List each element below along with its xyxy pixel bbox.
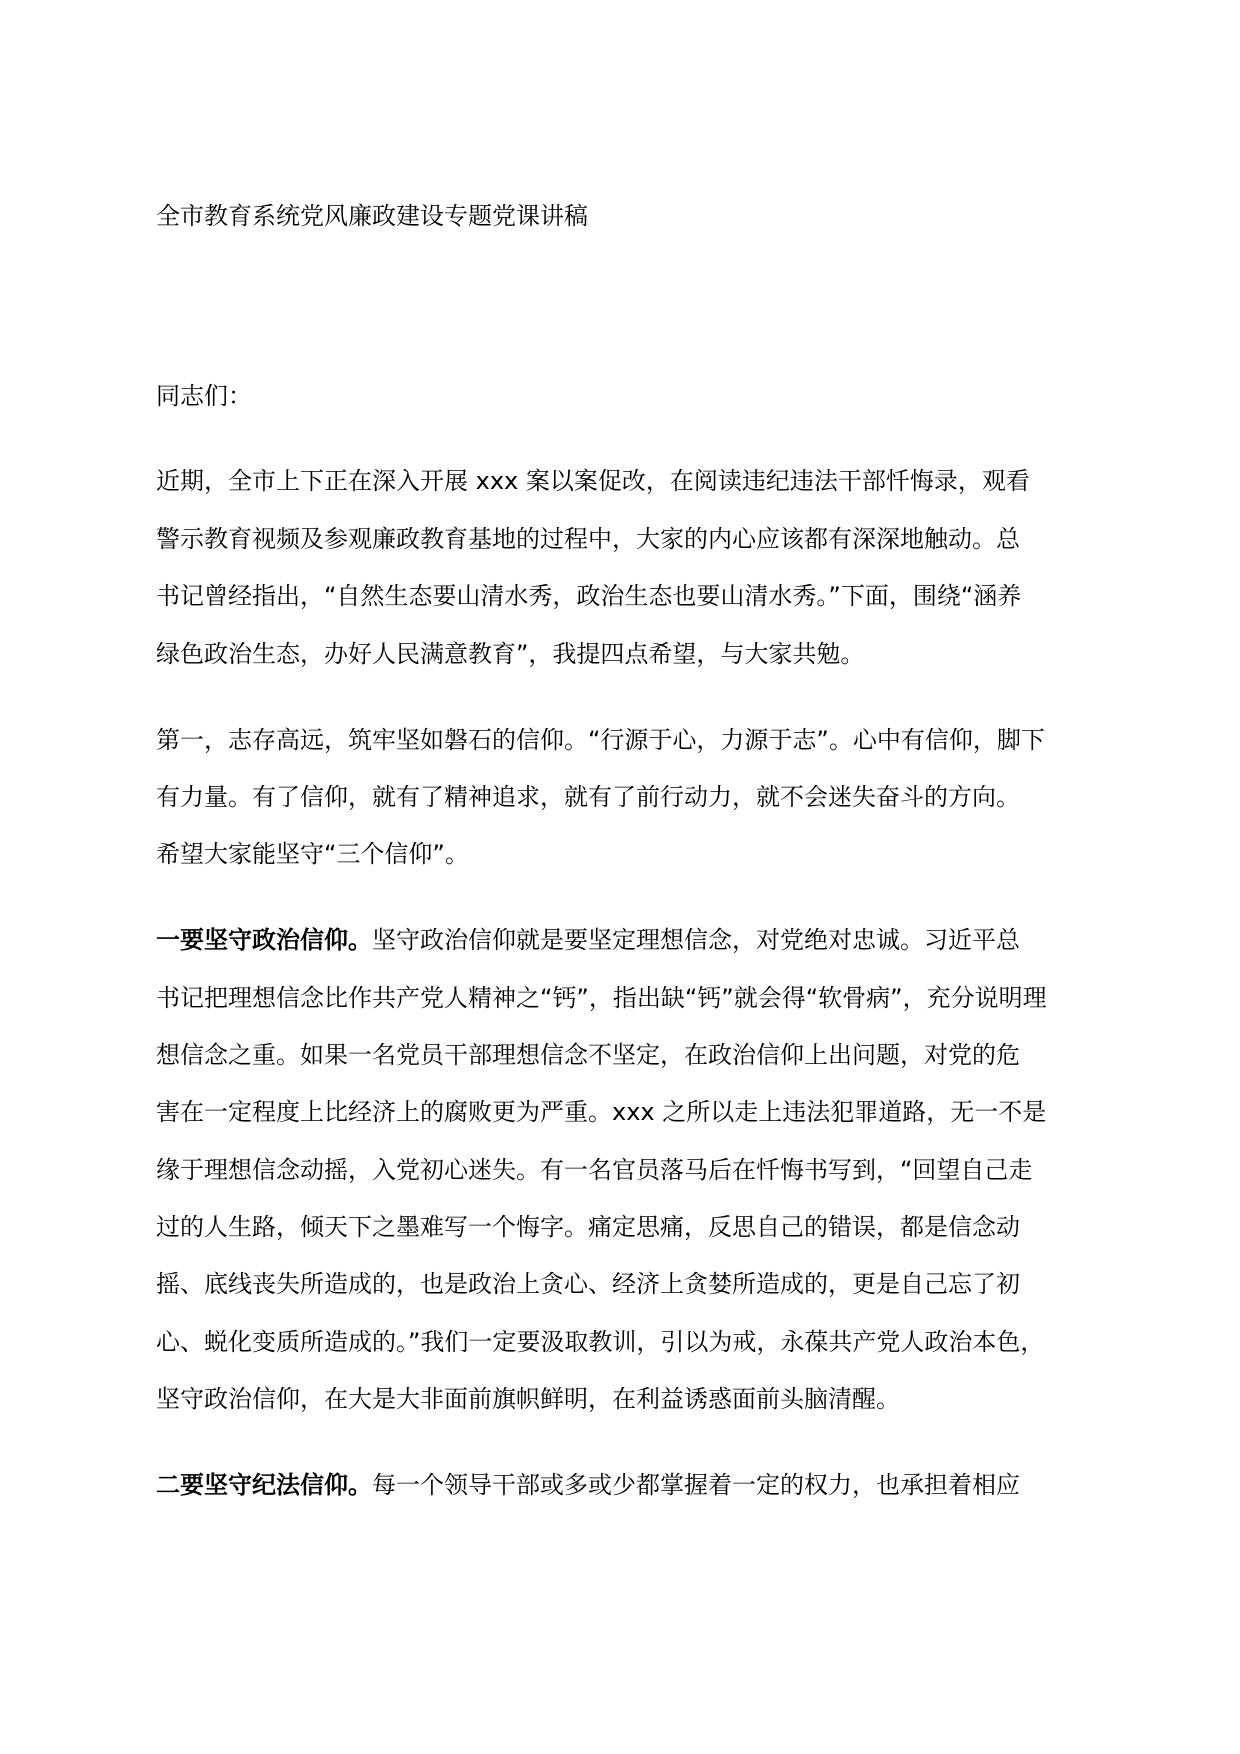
paragraph-line: 书记把理想信念比作共产党人精神之“钙”，指出缺“钙”就会得“软骨病”，充分说明理: [156, 984, 1047, 1012]
paragraph-line: 书记曾经指出，“自然生态要山清水秀，政治生态也要山清水秀。”下面，围绕“涵养: [156, 582, 1022, 610]
paragraph-lead: 二要坚守纪法信仰。: [156, 1471, 372, 1499]
paragraph-line: 警示教育视频及参观廉政教育基地的过程中，大家的内心应该都有深深地触动。总: [156, 525, 1020, 553]
paragraph-line: 近期，全市上下正在深入开展 xxx 案以案促改，在阅读违纪违法干部忏悔录，观看: [156, 467, 1030, 495]
paragraph-line: 害在一定程度上比经济上的腐败更为严重。xxx 之所以走上违法犯罪道路，无一不是: [156, 1098, 1047, 1126]
paragraph-line: 摇、底线丧失所造成的，也是政治上贪心、经济上贪婪所造成的，更是自己忘了初: [156, 1270, 1020, 1298]
paragraph-lead: 一要坚守政治信仰。: [156, 926, 372, 954]
paragraph-line-first: [156, 1467, 1020, 1503]
paragraph-line: 第一，志存高远，筑牢坚如磐石的信仰。“行源于心，力源于志”。心中有信仰，脚下: [156, 726, 1045, 754]
paragraph-line: 想信念之重。如果一名党员干部理想信念不坚定，在政治信仰上出问题，对党的危: [156, 1041, 1020, 1069]
paragraph-line-first: [156, 922, 1020, 958]
paragraph-line: 希望大家能坚守“三个信仰”。: [156, 840, 469, 868]
paragraph-line: 绿色政治生态，办好人民满意教育”，我提四点希望，与大家共勉。: [156, 640, 865, 668]
paragraph-line: 缘于理想信念动摇，入党初心迷失。有一名官员落马后在忏悔书写到，“回望自己走: [156, 1156, 1033, 1184]
salutation: 同志们：: [156, 382, 252, 410]
paragraph-line: 过的人生路，倾天下之墨难写一个悔字。痛定思痛，反思自己的错误，都是信念动: [156, 1213, 1020, 1241]
paragraph-line-text: 坚守政治信仰就是要坚定理想信念，对党绝对忠诚。习近平总: [372, 926, 1020, 954]
document-title: 全市教育系统党风廉政建设专题党课讲稿: [156, 202, 588, 230]
paragraph-line: 坚守政治信仰，在大是大非面前旗帜鲜明，在利益诱惑面前头脑清醒。: [156, 1385, 900, 1413]
paragraph-line: 有力量。有了信仰，就有了精神追求，就有了前行动力，就不会迷失奋斗的方向。: [156, 783, 1020, 811]
paragraph-line: 心、蜕化变质所造成的。”我们一定要汲取教训，引以为戒，永葆共产党人政治本色，: [156, 1328, 1045, 1356]
paragraph-line-text: 每一个领导干部或多或少都掌握着一定的权力，也承担着相应: [372, 1471, 1020, 1499]
